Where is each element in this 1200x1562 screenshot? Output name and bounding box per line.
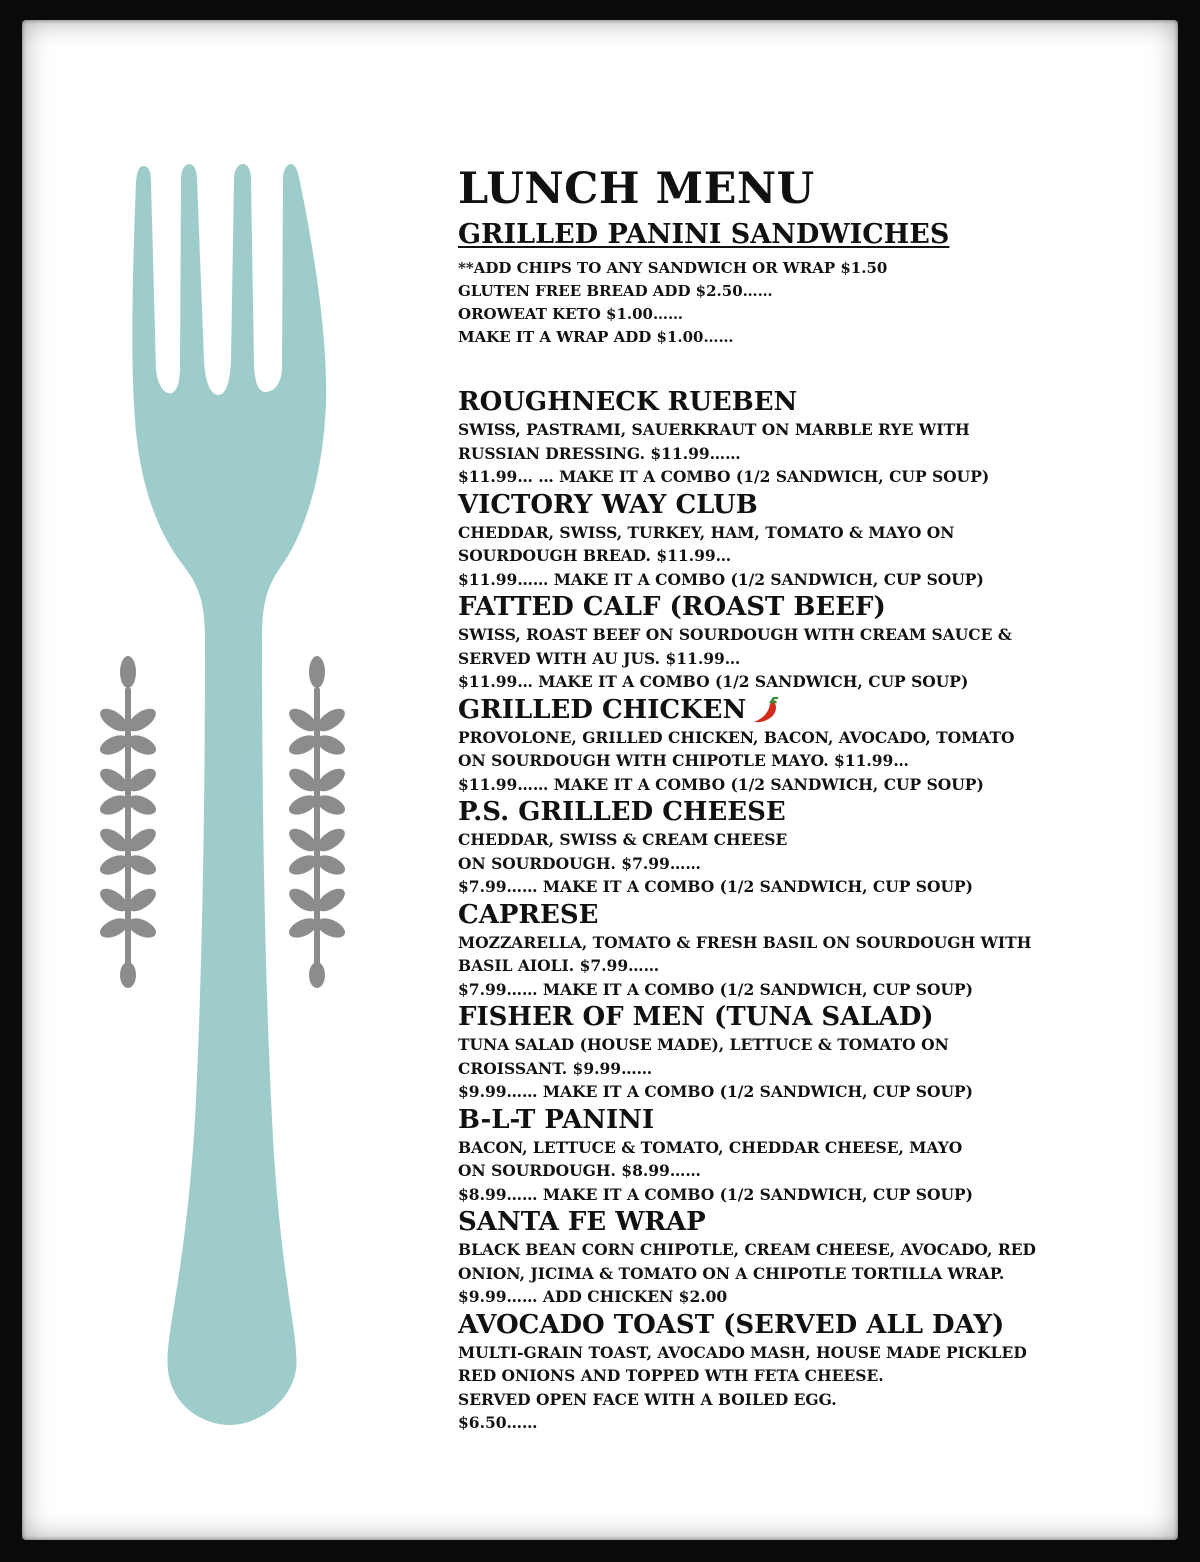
menu-item-description: PROVOLONE, GRILLED CHICKEN, BACON, AVOCADO, TOMATO [458,727,1015,747]
menu-item [458,1206,1098,1309]
add-on-note: GLUTEN FREE BREAD ADD $2.50…… [458,282,773,300]
menu-item-description: MULTI-GRAIN TOAST, AVOCADO MASH, HOUSE MADE PICKLED [458,1342,1027,1362]
menu-item-description: RUSSIAN DRESSING. $11.99…… [458,443,741,463]
menu-item-name: P.S. GRILLED CHEESE [458,797,786,827]
leaf-sprig-icon [96,656,159,988]
menu-item-combo: $7.99…… MAKE IT A COMBO (1/2 SANDWICH, CUP SOUP) [458,979,974,999]
chili-pepper-icon [750,697,780,725]
menu-item-description: SWISS, PASTRAMI, SAUERKRAUT ON MARBLE RYE WITH [458,420,970,439]
menu-item-name: FATTED CALF (ROAST BEEF) [458,592,886,622]
menu-item-description: SWISS, ROAST BEEF ON SOURDOUGH WITH CREAM SAUCE & [458,625,1012,644]
menu-item-combo: $9.99…… MAKE IT A COMBO (1/2 SANDWICH, CUP SOUP) [458,1082,974,1101]
menu-section-heading: GRILLED PANINI SANDWICHES [458,219,950,250]
menu-item-description: SERVED OPEN FACE WITH A BOILED EGG. [458,1389,837,1409]
menu-item [458,489,1098,592]
menu-item-description: CROISSANT. $9.99…… [458,1058,653,1078]
menu-item-name: VICTORY WAY CLUB [458,489,758,520]
menu-item [458,694,1098,797]
menu-item-combo: $11.99… … MAKE IT A COMBO (1/2 SANDWICH, CUP SOUP) [458,467,990,486]
menu-item-description: MOZZARELLA, TOMATO & FRESH BASIL ON SOURDOUGH WITH [458,932,1032,952]
menu-item-name: ROUGHNECK RUEBEN [458,387,798,417]
menu-item [458,386,1098,489]
menu-item-name: B-L-T PANINI [458,1104,655,1135]
menu-item-description: BLACK BEAN CORN CHIPOTLE, CREAM CHEESE, AVOCADO, RED [458,1240,1036,1259]
menu-item-name-row [458,694,1098,726]
menu-item [458,1309,1098,1435]
menu-item-description: ON SOURDOUGH. $7.99…… [458,853,701,873]
leaf-sprig-icon [285,656,348,988]
add-on-note: **ADD CHIPS TO ANY SANDWICH OR WRAP $1.50 [458,259,888,277]
menu-item-description: ONION, JICIMA & TOMATO ON A CHIPOTLE TORTILLA WRAP. [458,1263,1005,1283]
menu-item-price: $9.99…… ADD CHICKEN $2.00 [458,1287,728,1306]
menu-item-combo: $11.99… MAKE IT A COMBO (1/2 SANDWICH, CUP SOUP) [458,672,969,691]
add-on-note: OROWEAT KETO $1.00…… [458,305,683,323]
menu-item-name: CAPRESE [458,899,599,930]
menu-item-description: CHEDDAR, SWISS & CREAM CHEESE [458,830,788,849]
menu-item-name: GRILLED CHICKEN [458,694,747,725]
menu-item-description: RED ONIONS AND TOPPED WTH FETA CHEESE. [458,1366,884,1385]
add-on-note: MAKE IT A WRAP ADD $1.00…… [458,328,734,346]
menu-item-combo: $7.99…… MAKE IT A COMBO (1/2 SANDWICH, CUP SOUP) [458,877,974,896]
menu-item [458,1104,1098,1207]
menu-title: LUNCH MENU [458,164,815,214]
menu-item-combo: $8.99…… MAKE IT A COMBO (1/2 SANDWICH, CUP SOUP) [458,1184,974,1204]
menu-item-description: ON SOURDOUGH. $8.99…… [458,1161,701,1180]
menu-item [458,1001,1098,1104]
menu-item-name: AVOCADO TOAST (SERVED ALL DAY) [458,1309,1005,1340]
menu-item-description: SERVED WITH AU JUS. $11.99… [458,648,741,668]
menu-content [458,165,1098,1435]
menu-item-price: $6.50…… [458,1413,538,1432]
menu-item [458,591,1098,694]
menu-item-combo: $11.99…… MAKE IT A COMBO (1/2 SANDWICH, CUP SOUP) [458,569,984,589]
menu-item-description: SOURDOUGH BREAD. $11.99… [458,546,732,565]
menu-item-name: FISHER OF MEN (TUNA SALAD) [458,1002,934,1032]
menu-item-description: CHEDDAR, SWISS, TURKEY, HAM, TOMATO & MAYO ON [458,522,955,542]
add-on-notes [458,257,1098,349]
menu-item-description: ON SOURDOUGH WITH CHIPOTLE MAYO. $11.99… [458,751,909,770]
menu-item-name: SANTA FE WRAP [458,1207,706,1237]
menu-item-description: TUNA SALAD (HOUSE MADE), LETTUCE & TOMATO ON [458,1035,949,1054]
fork-illustration [132,164,326,1425]
menu-item-description: BASIL AIOLI. $7.99…… [458,956,660,975]
menu-item [458,796,1098,899]
menu-item-combo: $11.99…… MAKE IT A COMBO (1/2 SANDWICH, CUP SOUP) [458,774,984,794]
menu-item [458,899,1098,1002]
menu-item-description: BACON, LETTUCE & TOMATO, CHEDDAR CHEESE, MAYO [458,1137,963,1157]
